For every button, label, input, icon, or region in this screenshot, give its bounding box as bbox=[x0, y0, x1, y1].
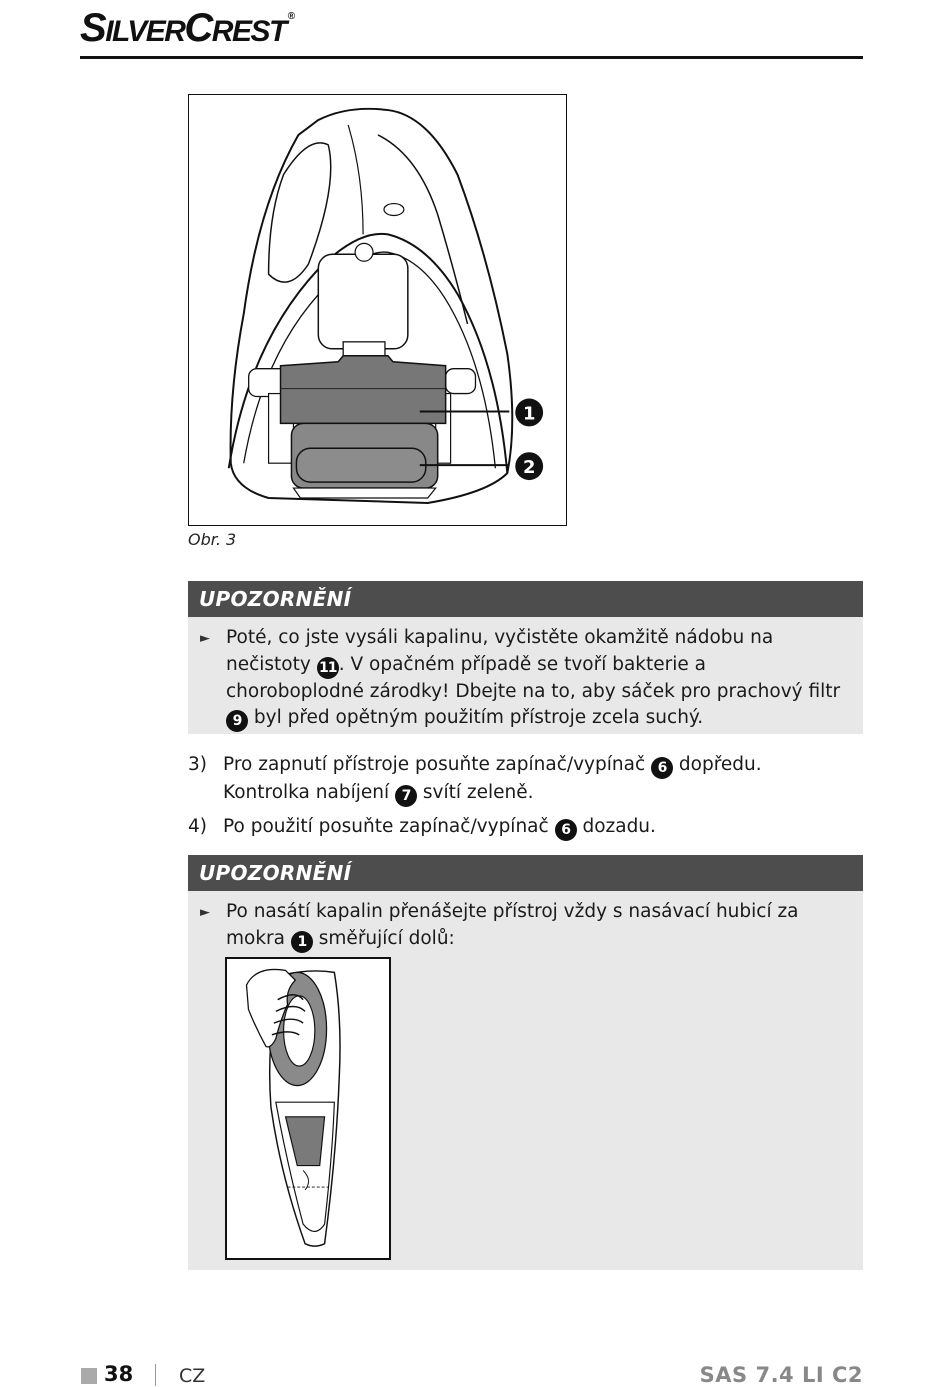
step-text-part: svítí zeleně. bbox=[416, 782, 534, 803]
notice-body bbox=[188, 891, 863, 1266]
notice-text: byl před opětným použitím přístroje zcela suchý. bbox=[248, 707, 704, 728]
reference-number: 11 bbox=[317, 657, 339, 679]
logo-letter: C bbox=[184, 6, 212, 50]
figure-carry-vacuum bbox=[225, 957, 391, 1260]
callout-1 bbox=[515, 399, 543, 427]
reference-number: 9 bbox=[226, 710, 248, 732]
page-number: 38 bbox=[104, 1362, 134, 1386]
figure-vacuum-filter bbox=[188, 94, 567, 526]
step-text bbox=[188, 751, 863, 807]
notice-text: Poté, co jste vysáli kapalinu, vyčistěte okamžitě nádobu na nečistoty bbox=[226, 627, 774, 675]
notice-body bbox=[188, 617, 863, 738]
registered-mark: ® bbox=[287, 11, 294, 22]
footer-marker bbox=[81, 1368, 97, 1384]
vacuum-filter-illustration bbox=[189, 95, 566, 525]
step-text-part: dopředu. bbox=[673, 754, 762, 775]
carry-vacuum-illustration bbox=[227, 959, 389, 1258]
callout-2 bbox=[515, 452, 543, 480]
reference-number: 6 bbox=[651, 757, 673, 779]
step-number: 4) bbox=[188, 816, 207, 837]
notice-box-2 bbox=[188, 855, 863, 1270]
logo-letters: ILVER bbox=[105, 15, 185, 48]
step-text-part: Po použití posuňte zapínač/vypínač bbox=[223, 816, 555, 837]
notice-box-1 bbox=[188, 581, 863, 734]
logo-letters: REST bbox=[211, 15, 286, 48]
notice-title: UPOZORNĚNÍ bbox=[188, 855, 863, 891]
callout-1-label: 1 bbox=[522, 403, 536, 425]
step-3 bbox=[188, 751, 863, 807]
logo-letter: S bbox=[80, 6, 106, 50]
figure-caption: Obr. 3 bbox=[188, 530, 237, 549]
language-code: CZ bbox=[179, 1365, 206, 1387]
step-text-part: dozadu. bbox=[576, 816, 656, 837]
notice-text: Po nasátí kapalin přenášejte přístroj vždy s nasávací hubicí za mokra bbox=[226, 901, 799, 949]
callout-2-label: 2 bbox=[522, 457, 536, 479]
notice-title: UPOZORNĚNÍ bbox=[188, 581, 863, 617]
step-number: 3) bbox=[188, 754, 207, 775]
brand-logo bbox=[80, 6, 294, 51]
step-4 bbox=[188, 813, 863, 841]
model-name: SAS 7.4 LI C2 bbox=[699, 1363, 863, 1387]
bullet-arrow-icon: ► bbox=[200, 905, 210, 920]
footer-divider bbox=[155, 1364, 156, 1386]
notice-text: . V opačném případě se tvoří bakterie a choroboplodné zárodky! Dbejte na to, aby sáček pro prachový filtr bbox=[226, 653, 841, 702]
notice-text: směřující dolů: bbox=[312, 927, 455, 949]
step-text-part: Pro zapnutí přístroje posuňte zapínač/vypínač bbox=[223, 754, 652, 775]
step-text-part: Kontrolka nabíjení bbox=[223, 782, 395, 803]
header-rule bbox=[80, 56, 863, 59]
step-text bbox=[188, 813, 863, 841]
reference-number: 1 bbox=[291, 931, 313, 953]
reference-number: 7 bbox=[395, 785, 417, 807]
bullet-arrow-icon: ► bbox=[200, 631, 210, 646]
reference-number: 6 bbox=[555, 819, 577, 841]
page-footer bbox=[0, 1362, 950, 1387]
